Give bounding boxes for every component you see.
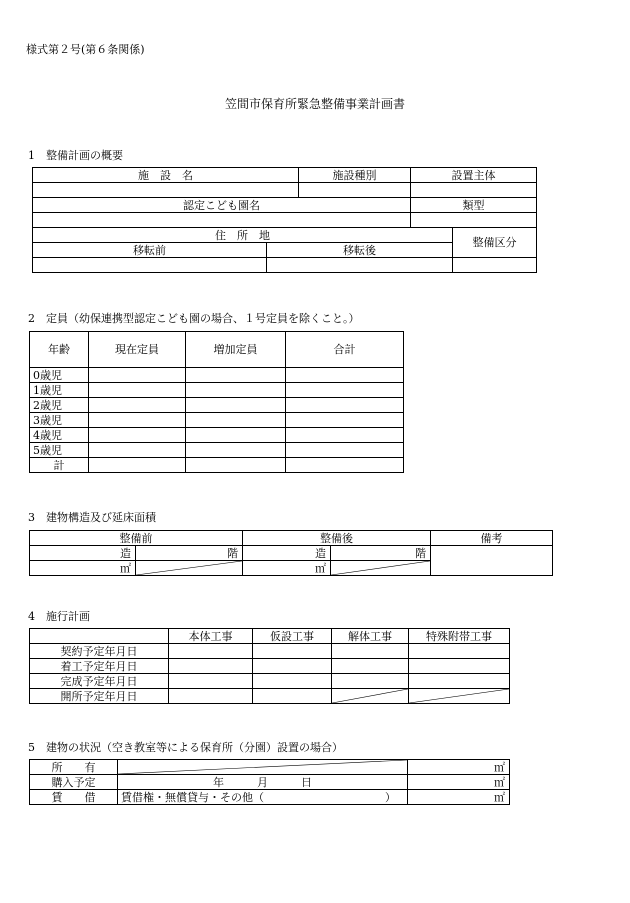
purchase-area-cell[interactable]: ㎡ <box>408 775 510 790</box>
date-cell[interactable] <box>409 659 510 674</box>
division-header: 整備区分 <box>453 228 537 258</box>
after-floors-cell[interactable]: 階 <box>331 546 431 561</box>
main-work-header: 本体工事 <box>169 629 253 644</box>
capacity-cell[interactable] <box>186 413 286 428</box>
capacity-cell[interactable] <box>186 458 286 473</box>
section-3-heading: 3 建物構造及び延床面積 <box>28 511 156 524</box>
before-floors-cell[interactable]: 階 <box>136 546 243 561</box>
facility-name-cell[interactable] <box>33 183 299 198</box>
own-area-cell[interactable]: ㎡ <box>408 760 510 775</box>
date-cell[interactable] <box>332 659 409 674</box>
capacity-cell[interactable] <box>186 368 286 383</box>
age-row-label: 3歳児 <box>30 413 89 428</box>
date-cell[interactable] <box>169 674 253 689</box>
before-structure-cell[interactable]: 造 <box>30 546 136 561</box>
founder-header: 設置主体 <box>411 168 537 183</box>
capacity-cell[interactable] <box>186 383 286 398</box>
before-move-header: 移転前 <box>33 243 267 258</box>
diagonal-slash <box>332 689 409 704</box>
total-header: 合計 <box>286 332 404 368</box>
diagonal-slash <box>136 561 243 576</box>
section-4-heading: 4 施行計画 <box>28 610 90 623</box>
current-capacity-header: 現在定員 <box>89 332 186 368</box>
date-cell[interactable] <box>253 689 332 704</box>
age-row-label: 4歳児 <box>30 428 89 443</box>
founder-cell[interactable] <box>411 183 537 198</box>
kodomoen-name-cell[interactable] <box>33 213 411 228</box>
construction-plan-table <box>29 628 510 704</box>
age-row-label: 5歳児 <box>30 443 89 458</box>
structure-table <box>29 530 553 576</box>
date-cell[interactable] <box>332 644 409 659</box>
plan-row-label: 着工予定年月日 <box>30 659 169 674</box>
plan-row-label: 開所予定年月日 <box>30 689 169 704</box>
category-header: 類型 <box>411 198 537 213</box>
capacity-cell[interactable] <box>89 398 186 413</box>
age-header: 年齢 <box>30 332 89 368</box>
special-work-header: 特殊附帯工事 <box>409 629 510 644</box>
date-cell[interactable] <box>169 644 253 659</box>
capacity-cell[interactable] <box>286 443 404 458</box>
date-cell[interactable] <box>409 674 510 689</box>
capacity-cell[interactable] <box>89 458 186 473</box>
before-area-cell[interactable]: ㎡ <box>30 561 136 576</box>
after-move-header: 移転後 <box>267 243 453 258</box>
date-cell[interactable] <box>409 644 510 659</box>
age-row-label: 2歳児 <box>30 398 89 413</box>
diagonal-slash <box>331 561 431 576</box>
capacity-cell[interactable] <box>286 428 404 443</box>
category-cell[interactable] <box>411 213 537 228</box>
kodomoen-name-header: 認定こども園名 <box>33 198 411 213</box>
age-row-label: 1歳児 <box>30 383 89 398</box>
total-row-label: 計 <box>30 458 89 473</box>
date-cell[interactable] <box>169 659 253 674</box>
facility-type-header: 施設種別 <box>299 168 411 183</box>
age-row-label: 0歳児 <box>30 368 89 383</box>
capacity-cell[interactable] <box>89 428 186 443</box>
section-2-heading: 2 定員（幼保連携型認定こども園の場合、１号定員を除くこと。） <box>28 312 360 325</box>
remarks-cell[interactable] <box>431 546 553 576</box>
address-header: 住 所 地 <box>33 228 453 243</box>
after-area-cell[interactable]: ㎡ <box>243 561 331 576</box>
date-cell[interactable] <box>332 674 409 689</box>
building-status-table <box>29 759 510 805</box>
before-header: 整備前 <box>30 531 243 546</box>
date-cell[interactable] <box>169 689 253 704</box>
capacity-cell[interactable] <box>186 428 286 443</box>
capacity-cell[interactable] <box>89 368 186 383</box>
capacity-cell[interactable] <box>186 398 286 413</box>
capacity-cell[interactable] <box>286 458 404 473</box>
form-number: 様式第２号(第６条関係) <box>26 43 145 56</box>
own-label: 所 有 <box>30 760 118 775</box>
capacity-cell[interactable] <box>286 413 404 428</box>
demolition-work-header: 解体工事 <box>332 629 409 644</box>
purchase-date-cell[interactable]: 年 月 日 <box>118 775 408 790</box>
diagonal-slash <box>118 760 408 775</box>
capacity-cell[interactable] <box>89 413 186 428</box>
after-structure-cell[interactable]: 造 <box>243 546 331 561</box>
before-move-cell[interactable] <box>33 258 267 273</box>
capacity-cell[interactable] <box>286 398 404 413</box>
plan-row-label: 完成予定年月日 <box>30 674 169 689</box>
diagonal-slash <box>409 689 510 704</box>
capacity-cell[interactable] <box>89 443 186 458</box>
lease-label: 賃 借 <box>30 790 118 805</box>
temporary-work-header: 仮設工事 <box>253 629 332 644</box>
date-cell[interactable] <box>253 674 332 689</box>
blank-header <box>30 629 169 644</box>
division-cell[interactable] <box>453 258 537 273</box>
remarks-header: 備考 <box>431 531 553 546</box>
facility-name-header: 施 設 名 <box>33 168 299 183</box>
after-header: 整備後 <box>243 531 431 546</box>
after-move-cell[interactable] <box>267 258 453 273</box>
section-1-heading: 1 整備計画の概要 <box>28 149 123 162</box>
increase-capacity-header: 増加定員 <box>186 332 286 368</box>
lease-area-cell[interactable]: ㎡ <box>408 790 510 805</box>
purchase-label: 購入予定 <box>30 775 118 790</box>
capacity-cell[interactable] <box>286 368 404 383</box>
capacity-cell[interactable] <box>89 383 186 398</box>
facility-type-cell[interactable] <box>299 183 411 198</box>
capacity-cell[interactable] <box>186 443 286 458</box>
date-cell[interactable] <box>253 644 332 659</box>
capacity-table <box>29 331 404 473</box>
lease-detail-cell[interactable]: 賃借権・無償貸与・その他（ ） <box>118 790 408 805</box>
document-title: 笠間市保育所緊急整備事業計画書 <box>224 97 405 111</box>
date-cell[interactable] <box>253 659 332 674</box>
plan-row-label: 契約予定年月日 <box>30 644 169 659</box>
overview-table <box>32 167 537 273</box>
capacity-cell[interactable] <box>286 383 404 398</box>
section-5-heading: 5 建物の状況（空き教室等による保育所（分園）設置の場合） <box>28 741 343 754</box>
